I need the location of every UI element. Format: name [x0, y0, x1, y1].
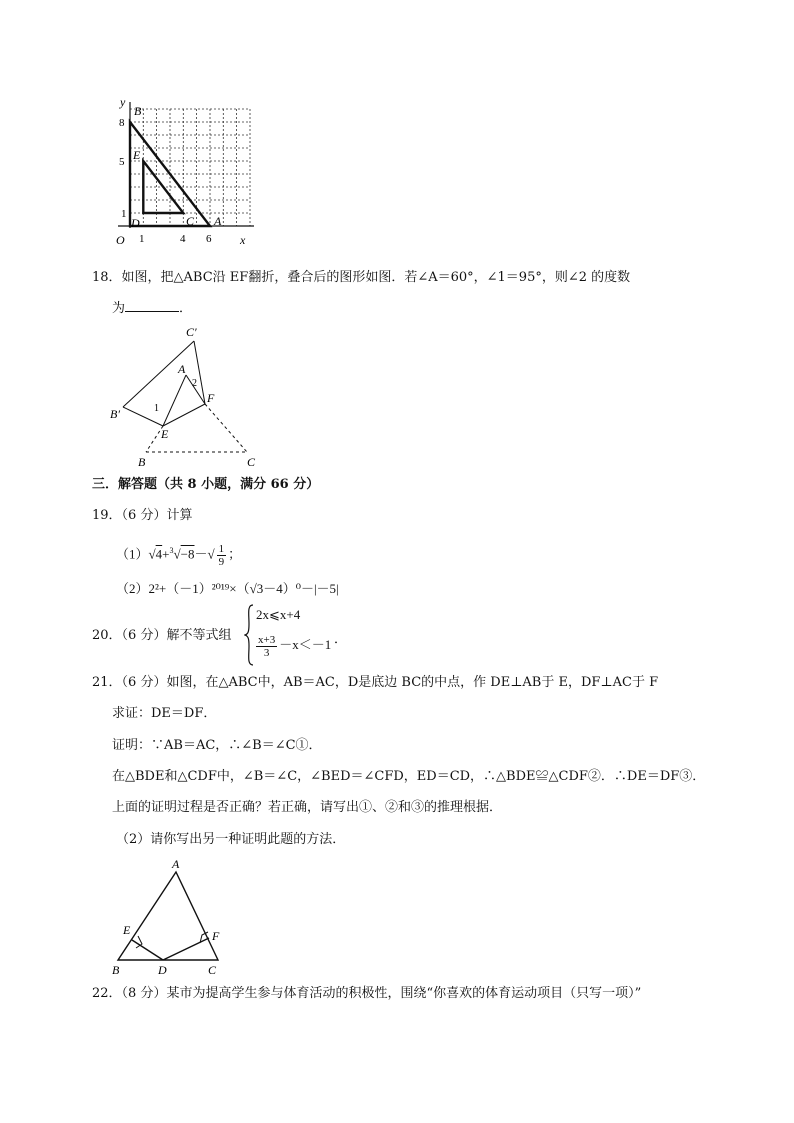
x-tick-1: 1 [139, 233, 145, 245]
label-Cprime: C′ [186, 325, 197, 339]
q19-p1-label: （1） [116, 546, 149, 562]
x-tick-6: 6 [206, 233, 212, 245]
x-tick-4: 4 [180, 233, 186, 245]
q19-part2: （2）2²+（－1）²⁰¹⁹×（√3－4）⁰－|－5| [116, 581, 339, 596]
isosceles-triangle-figure [108, 852, 228, 978]
label-E: E [161, 427, 169, 441]
q19-frac-den: 9 [218, 555, 225, 568]
q20-frac-num: x+3 [258, 633, 276, 646]
q22-number: 22． [92, 986, 122, 1001]
point-C-label: C [186, 214, 195, 228]
sqrt-icon: √ [148, 546, 156, 562]
q20-ineq1: 2x⩽x+4 [256, 607, 301, 622]
label-D: D [158, 963, 167, 977]
q20-line [92, 627, 231, 645]
label-C: C [247, 455, 256, 469]
q18-text: 如图，把△ABC沿 EF翻折，叠合后的图形如图．若∠A＝60°，∠1＝95°，则∠2 的度数 [121, 270, 631, 285]
q19-p1-radicand-a: 4 [155, 546, 163, 562]
q21-prove: 求证：DE＝DF． [112, 706, 217, 721]
q18-text2-prefix: 为 [112, 301, 126, 316]
sqrt-icon: √ [173, 546, 181, 562]
fold-triangle-figure [104, 320, 274, 470]
sqrt-icon: √ [207, 546, 215, 562]
label-F: F [207, 391, 215, 405]
answer-blank[interactable] [125, 299, 179, 312]
label-C: C [208, 963, 217, 977]
q20-ineq2-rest: －x＜－1 [279, 637, 332, 652]
q19-p1-minus: － [194, 546, 208, 562]
q20-number: 20． [92, 628, 122, 643]
q21-line [92, 674, 658, 692]
y-tick-5: 5 [119, 156, 125, 168]
label-E: E [123, 923, 131, 937]
point-D-label: D [131, 216, 140, 230]
q19-line [92, 507, 192, 525]
q21-text: （6 分）如图，在△ABC中，AB＝AC，D是底边 BC的中点，作 DE⊥AB于 E，DF⊥AC于 F [121, 675, 659, 690]
q19-fraction [217, 543, 227, 568]
y-axis-label: y [120, 96, 126, 109]
q18-number: 18． [92, 270, 122, 285]
q18-line2 [112, 299, 192, 318]
q19-p1-radicand-b: −8 [180, 546, 195, 562]
plus-sign: + [162, 546, 170, 562]
q19-number: 19． [92, 508, 122, 523]
label-angle-2: 2 [192, 378, 197, 389]
origin-label: O [116, 233, 125, 247]
q19-text: （6 分）计算 [121, 508, 193, 523]
q20-end: ． [334, 632, 348, 647]
q19-frac-num: 1 [218, 542, 225, 555]
q22-text: （8 分）某市为提高学生参与体育活动的积极性，围绕“你喜欢的体育运动项目（只写一项）” [121, 986, 642, 1001]
q18-line1 [92, 269, 630, 287]
q18-text2-suffix: ． [179, 301, 193, 316]
q21-proof1: 证明：∵AB＝AC，∴∠B＝∠C①． [112, 738, 322, 753]
q21-question2: （2）请你写出另一种证明此题的方法． [116, 832, 346, 847]
label-angle-1: 1 [154, 403, 159, 414]
label-B: B [138, 455, 146, 469]
q20-ineq2 [254, 630, 331, 660]
q22-line [92, 985, 641, 1003]
y-tick-1: 1 [121, 208, 127, 220]
q21-number: 21． [92, 675, 122, 690]
label-B: B [112, 963, 120, 977]
q20-frac-den: 3 [263, 646, 270, 659]
q21-proof2: 在△BDE和△CDF中，∠B＝∠C，∠BED＝∠CFD，ED＝CD，∴△BDE≌△CDF②．∴DE＝DF③． [112, 769, 706, 784]
label-F: F [212, 929, 220, 943]
point-B-label: B [134, 104, 142, 118]
point-A-label: A [214, 214, 222, 228]
y-tick-8: 8 [119, 117, 125, 129]
q19-part1 [116, 538, 241, 568]
q20-fraction [256, 634, 277, 659]
q20-text: （6 分）解不等式组 [121, 628, 232, 643]
label-A: A [172, 857, 180, 871]
q21-question1: 上面的证明过程是否正确？若正确，请写出①、②和③的推理根据． [112, 800, 503, 815]
q19-p1-cube-index: 3 [169, 546, 174, 555]
grid-figure [110, 96, 260, 252]
point-E-label: E [133, 148, 141, 162]
label-Bprime: B′ [110, 407, 120, 421]
section-title: 三．解答题（共 8 小题，满分 66 分） [92, 477, 320, 492]
brace-icon [244, 604, 254, 666]
label-A: A [178, 362, 186, 376]
q19-p1-end: ； [228, 546, 242, 562]
x-axis-label: x [240, 233, 246, 247]
